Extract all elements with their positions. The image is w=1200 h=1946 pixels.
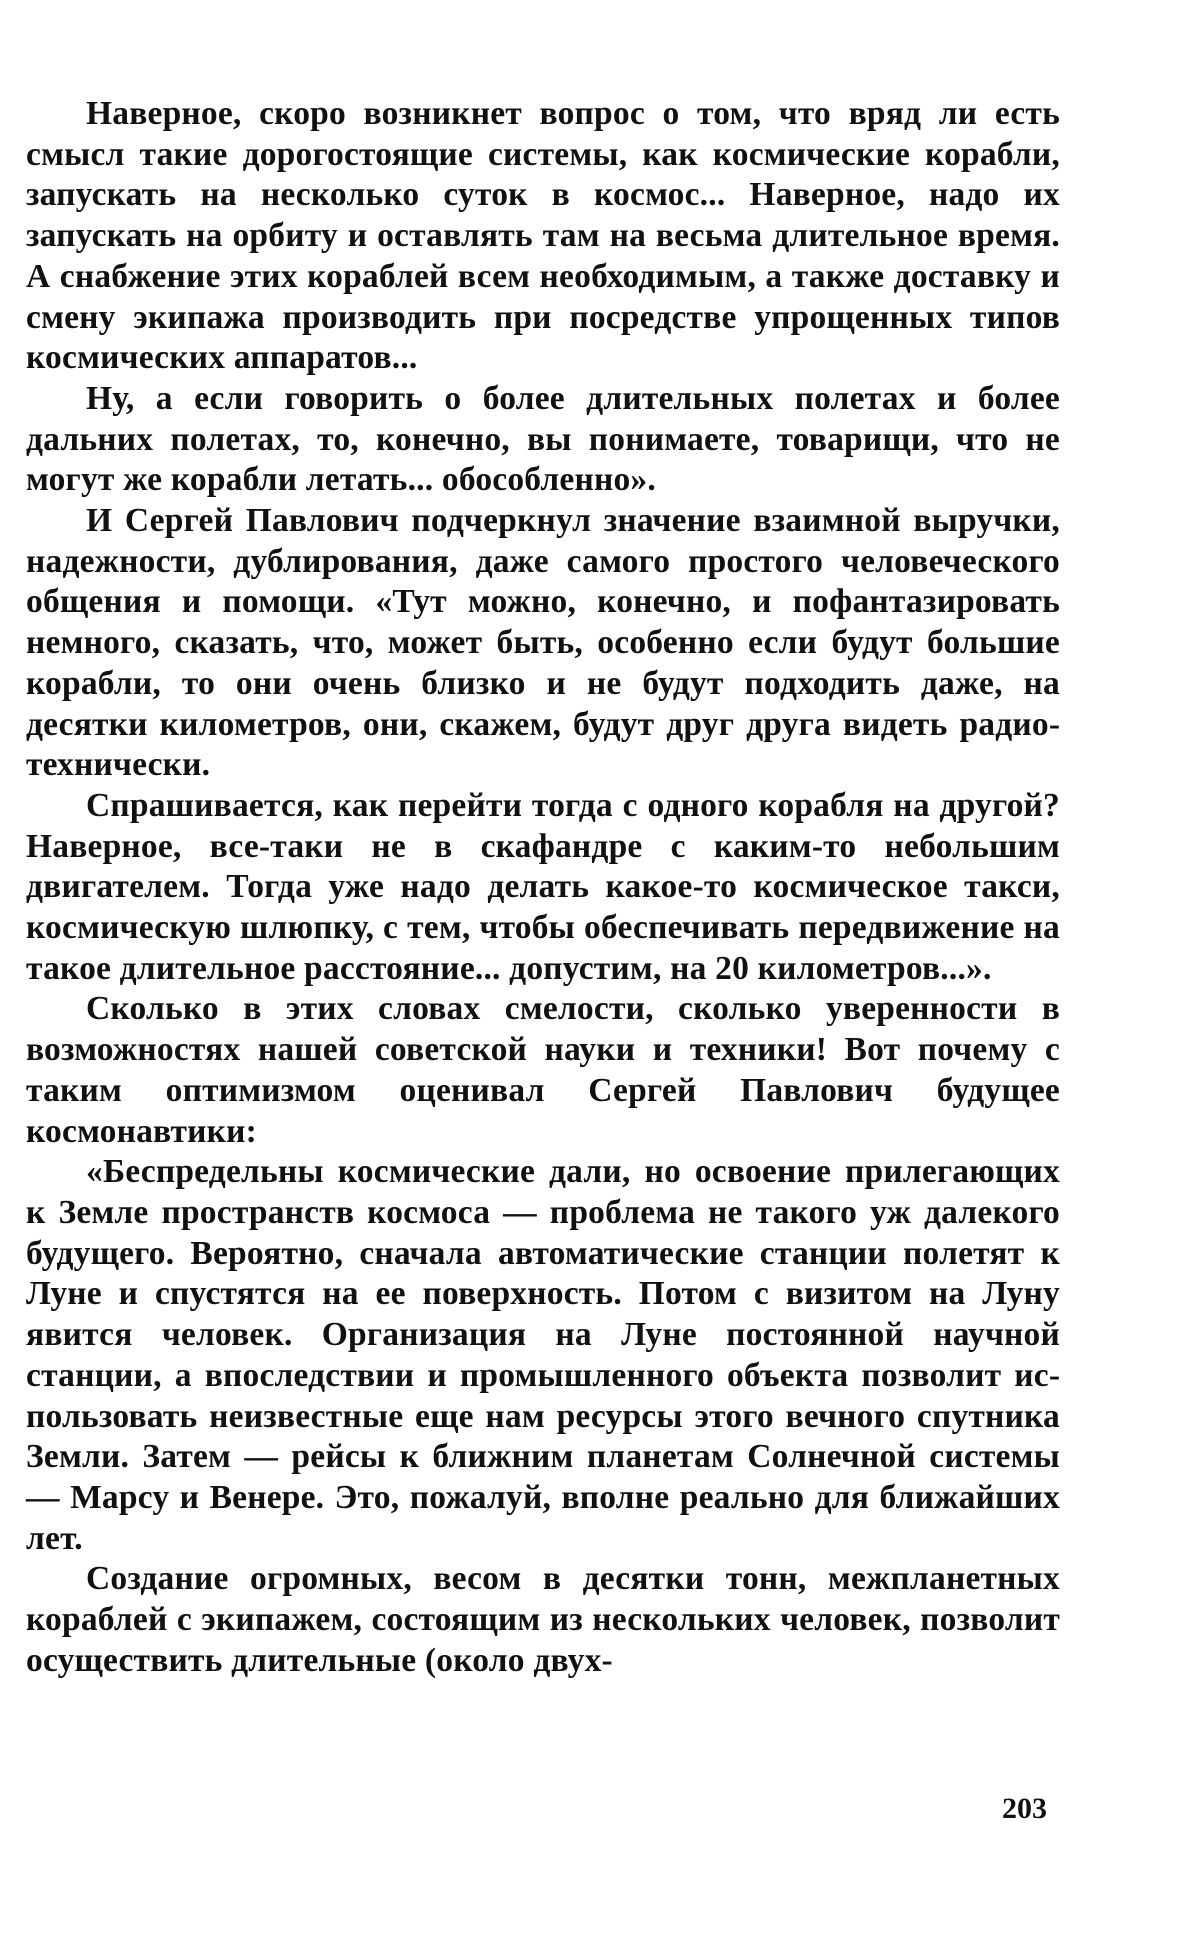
page-number: 203 bbox=[1002, 1792, 1047, 1825]
paragraph-1: Наверное, скоро возникнет вопрос о том, что вряд ли есть смысл такие дорогостоящие системы, как космические корабли, запускать на несколько суток в космос... Наверное, надо их запускать на орбиту и оставлять там на весьма длительное время. А снабжение этих кораблей всем необходимым, а также доставку и смену экипажа производить при посредстве упрощенных типов космических аппаратов... bbox=[26, 95, 1060, 377]
paragraph-3: И Сергей Павлович подчеркнул значение взаимной выручки, надежности, дублирования, даже самого простого человеческого общения и помощи. «Тут можно, конечно, и пофантазировать немного, сказать, что, может быть, особенно если будут большие корабли, то они очень близко и не будут подходить даже, на десятки километров, они, скажем, будут друг друга видеть радиотехнически. bbox=[26, 502, 1060, 784]
paragraph-6: «Беспредельны космические дали, но освоение прилегающих к Земле пространств космоса — проблема не такого уж далекого будущего. Вероятно, сначала автоматические станции полетят к Луне и спустятся на ее поверхность. Потом с визитом на Луну явится человек. Организация на Луне постоянной научной станции, а впоследствии и промышленного объекта позволит использовать неизвестные еще нам ресурсы этого вечного спутника Земли. Затем — рейсы к ближним планетам Солнечной системы — Марсу и Венере. Это, пожалуй, вполне реально для ближайших лет. bbox=[26, 1153, 1060, 1557]
paragraph-7: Создание огромных, весом в десятки тонн, межпланетных кораблей с экипажем, состоящим из нескольких человек, позволит осуществить длительные (около двух- bbox=[26, 1560, 1060, 1679]
page-text bbox=[26, 94, 1060, 1681]
paragraph-2: Ну, а если говорить о более длительных полетах и более дальних полетах, то, конечно, вы понимаете, товарищи, что не могут же корабли летать... обособленно». bbox=[26, 379, 1060, 499]
paragraph-5: Сколько в этих словах смелости, сколько уверенности в возможностях нашей советской науки и техники! Вот почему с таким оптимизмом оценивал Сергей Павлович будущее космонавтики: bbox=[26, 990, 1060, 1150]
paragraph-4: Спрашивается, как перейти тогда с одного корабля на другой? Наверное, все-таки не в скафандре с каким-то небольшим двигателем. Тогда уже надо делать какое-то космическое такси, космическую шлюпку, с тем, чтобы обеспечивать передвижение на такое длительное расстояние... допустим, на 20 километров...». bbox=[26, 786, 1060, 987]
